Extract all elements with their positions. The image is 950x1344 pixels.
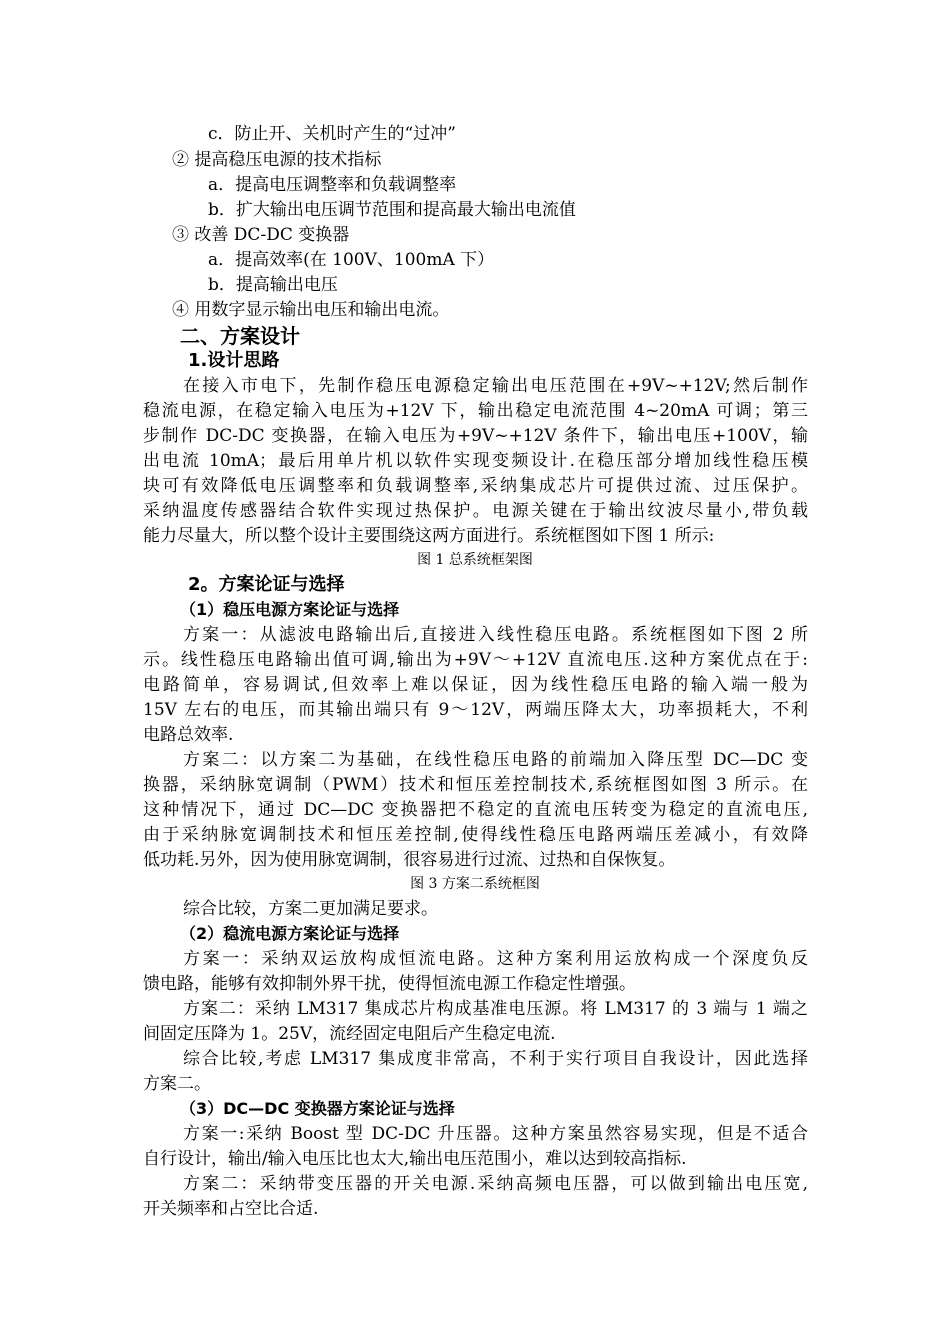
paragraph-line: 采纳温度传感器结合软件实现过热保护。电源关键在于输出纹波尽量小,带负载 bbox=[143, 501, 808, 521]
subsubsection-heading-current: （2）稳流电源方案论证与选择 bbox=[180, 924, 400, 943]
paragraph-line: 块可有效降低电压调整率和负载调整率,采纳集成芯片可提供过流、过压保护。 bbox=[143, 476, 808, 496]
paragraph-line: 方案一:采纳 Boost 型 DC-DC 升压器。这种方案虽然容易实现，但是不适合 bbox=[183, 1124, 808, 1144]
paragraph-line: 方案二：采纳 LM317 集成芯片构成基准电压源。将 LM317 的 3 端与 1 端之 bbox=[183, 999, 808, 1019]
subsection-heading-scheme: 2。方案论证与选择 bbox=[188, 574, 345, 595]
paragraph-line: 间固定压降为 1。25V，流经固定电阻后产生稳定电流. bbox=[143, 1024, 556, 1044]
paragraph-line: 这种情况下，通过 DC—DC 变换器把不稳定的直流电压转变为稳定的直流电压, bbox=[143, 800, 808, 820]
list-item-3b: b．提高输出电压 bbox=[208, 275, 338, 295]
figure-caption: 图 3 方案二系统框图 bbox=[410, 876, 540, 892]
paragraph-line: 开关频率和占空比合适. bbox=[143, 1199, 319, 1219]
paragraph-line: 方案二：采纳带变压器的开关电源.采纳高频电压器，可以做到输出电压宽, bbox=[183, 1174, 808, 1194]
subsubsection-heading-voltage: （1）稳压电源方案论证与选择 bbox=[180, 600, 400, 619]
list-item-2: ② 提高稳压电源的技术指标 bbox=[172, 150, 382, 170]
figure-caption: 图 1 总系统框架图 bbox=[417, 552, 533, 568]
paragraph-line: 方案一：采纳双运放构成恒流电路。这种方案利用运放构成一个深度负反 bbox=[183, 949, 808, 969]
subsection-heading-design-idea: 1.设计思路 bbox=[188, 350, 280, 371]
summary-line: 综合比较，方案二更加满足要求。 bbox=[183, 899, 438, 919]
list-item-3: ③ 改善 DC-DC 变换器 bbox=[172, 225, 350, 245]
paragraph-line: 由于采纳脉宽调制技术和恒压差控制,使得线性稳压电路两端压差减小，有效降 bbox=[143, 825, 808, 845]
paragraph-line: 方案二：以方案二为基础，在线性稳压电路的前端加入降压型 DC—DC 变 bbox=[183, 750, 808, 770]
paragraph-line: 出电流 10mA；最后用单片机以软件实现变频设计.在稳压部分增加线性稳压模 bbox=[143, 451, 808, 471]
paragraph-line: 电路简单，容易调试,但效率上难以保证，因为线性稳压电路的输入端一般为 bbox=[143, 675, 808, 695]
subsubsection-heading-dcdc: （3）DC—DC 变换器方案论证与选择 bbox=[180, 1099, 455, 1118]
list-item-4: ④ 用数字显示输出电压和输出电流。 bbox=[172, 300, 450, 320]
paragraph-line: 方案一：从滤波电路输出后,直接进入线性稳压电路。系统框图如下图 2 所 bbox=[183, 625, 808, 645]
paragraph-line: 示。线性稳压电路输出值可调,输出为+9V～+12V 直流电压.这种方案优点在于: bbox=[143, 650, 808, 670]
paragraph-line: 低功耗.另外，因为使用脉宽调制，很容易进行过流、过热和自保恢复。 bbox=[143, 850, 676, 870]
list-item-3a: a．提高效率(在 100V、100mA 下） bbox=[208, 250, 495, 270]
paragraph-line: 15V 左右的电压，而其输出端只有 9～12V，两端压降太大，功率损耗大，不利 bbox=[143, 700, 808, 720]
paragraph-line: 馈电路，能够有效抑制外界干扰，使得恒流电源工作稳定性增强。 bbox=[143, 974, 636, 994]
paragraph-line: 方案二。 bbox=[143, 1074, 211, 1094]
paragraph-line: 步制作 DC-DC 变换器，在输入电压为+9V~+12V 条件下，输出电压+100V，输 bbox=[143, 426, 808, 446]
paragraph-line: 自行设计，输出/输入电压比也太大,输出电压范围小，难以达到较高指标. bbox=[143, 1149, 687, 1169]
paragraph-line: 电路总效率. bbox=[143, 725, 234, 745]
paragraph-line: 稳流电源，在稳定输入电压为+12V 下，输出稳定电流范围 4~20mA 可调；第三 bbox=[143, 401, 808, 421]
list-item-c: c．防止开、关机时产生的“过冲” bbox=[208, 124, 456, 144]
list-item-2b: b．扩大输出电压调节范围和提高最大输出电流值 bbox=[208, 200, 576, 220]
section-heading: 二、方案设计 bbox=[180, 324, 300, 348]
paragraph-line: 综合比较,考虑 LM317 集成度非常高，不利于实行项目自我设计，因此选择 bbox=[183, 1049, 808, 1069]
paragraph-line: 在接入市电下，先制作稳压电源稳定输出电压范围在+9V~+12V;然后制作 bbox=[183, 376, 808, 396]
paragraph-line: 换器，采纳脉宽调制（PWM）技术和恒压差控制技术,系统框图如图 3 所示。在 bbox=[143, 775, 808, 795]
paragraph-line: 能力尽量大，所以整个设计主要围绕这两方面进行。系统框图如下图 1 所示: bbox=[143, 526, 715, 546]
list-item-2a: a．提高电压调整率和负载调整率 bbox=[208, 175, 457, 195]
